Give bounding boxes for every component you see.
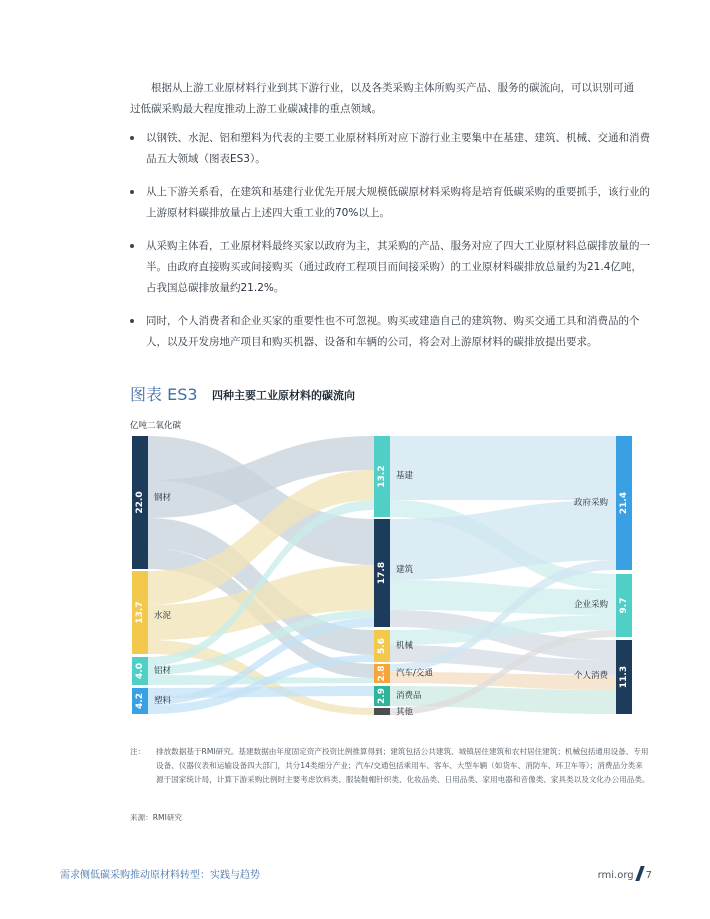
- sankey-chart: [0, 430, 710, 725]
- node-label: 汽车/交通: [396, 668, 433, 679]
- node-label: 塑料: [154, 696, 172, 706]
- chart-unit: 亿吨二氧化碳: [130, 421, 182, 431]
- value-label: 17.8: [377, 561, 387, 585]
- flow-band: [390, 436, 616, 500]
- value-label: 21.4: [619, 491, 629, 515]
- figure-title: 四种主要工业原材料的碳流向: [212, 389, 355, 402]
- bullet-text: 以钢铁、水泥、铝和塑料为代表的主要工业原材料所对应下游行业主要集中在基建、建筑、机械、交通和消费品五大领域（图表ES3）。: [146, 132, 650, 165]
- value-label: 4.2: [135, 693, 145, 709]
- value-label: 11.3: [619, 665, 629, 689]
- chart-source: 来源：RMI研究: [130, 813, 183, 822]
- node-label: 钢材: [154, 493, 172, 503]
- bullet-text: 从采购主体看，工业原材料最终买家以政府为主，其采购的产品、服务对应了四大工业原材料总碳排放量的一半。由政府直接购买或间接购买（通过政府工程项目而间接采购）的工业原材料碳排放总量约为21.4亿吨，占我国总碳排放量约21.2%。: [146, 240, 650, 294]
- notes-body: 排放数据基于RMI研究。基建数据由年度固定资产投资比例推算得到；建筑包括公共建筑、城镇居住建筑和农村居住建筑；机械包括通用设备、专用设备、仪器仪表和运输设备四大部门，共分14类细分产业；汽车/交通包括乘用车、客车、大型车辆（如货车、消防车、环卫车等）；消费品分类来源于国家统计局，计算下游采购比例时主要考虑饮料类、服装鞋帽针织类、化妆品类、日用品类、家用电器和音像类、家具类以及文化办公用品类。: [156, 747, 650, 784]
- bullet-dot-icon: [130, 244, 134, 248]
- bullet-item: [130, 182, 650, 224]
- node-label: 建筑: [396, 565, 414, 575]
- value-label: 2.9: [377, 688, 387, 704]
- node-label: 其他: [396, 707, 414, 718]
- node-label: 基建: [396, 471, 414, 481]
- value-label: 22.0: [135, 491, 145, 514]
- bullet-item: [130, 128, 650, 170]
- footer-page-info: [598, 866, 652, 881]
- value-label: 9.7: [619, 597, 629, 614]
- node-label: 消费品: [396, 691, 422, 701]
- bullet-dot-icon: [130, 319, 134, 323]
- node-label: 水泥: [154, 611, 172, 621]
- chart-notes: [130, 745, 650, 787]
- figure-label: 图表 ES3: [130, 385, 198, 404]
- bullet-text: 同时，个人消费者和企业买家的重要性也不可忽视。购买或建造自己的建筑物、购买交通工具和消费品的个人，以及开发房地产项目和购买机器、设备和车辆的公司，将会对上游原材料的碳排放提出要求。: [146, 315, 640, 348]
- sector-bar: [374, 708, 390, 715]
- notes-prefix: 注：: [130, 747, 146, 756]
- bullet-item: [130, 311, 650, 353]
- node-label: 个人消费: [573, 671, 608, 681]
- node-label: 铝材: [154, 666, 172, 676]
- bullet-dot-icon: [130, 190, 134, 194]
- page-number: 7: [645, 870, 652, 881]
- bullet-text: 从上下游关系看，在建筑和基建行业优先开展大规模低碳原材料采购将是培育低碳采购的重要抓手，该行业的上游原材料碳排放量占上述四大重工业的70%以上。: [146, 186, 650, 219]
- node-label: 企业采购: [573, 600, 608, 610]
- bullet-item: [130, 236, 650, 299]
- value-label: 13.2: [377, 465, 387, 488]
- node-label: 机械: [396, 641, 414, 651]
- footer-title: 需求侧低碳采购推动原材料转型：实践与趋势: [60, 870, 260, 881]
- footer-site: rmi.org: [597, 870, 634, 881]
- slash-icon: [635, 866, 644, 881]
- value-label: 13.7: [135, 601, 145, 624]
- intro-paragraph: 根据从上游工业原材料行业到其下游行业，以及各类采购主体所购买产品、服务的碳流向，可以识别可通过低碳采购最大程度推动上游工业碳减排的重点领域。: [130, 82, 634, 115]
- figure-header: [130, 382, 198, 405]
- value-label: 5.6: [377, 638, 387, 654]
- bullet-list: [130, 128, 650, 365]
- value-label: 4.0: [135, 663, 145, 679]
- value-label: 2.8: [377, 665, 387, 682]
- node-label: 政府采购: [573, 498, 608, 508]
- bullet-dot-icon: [130, 136, 134, 140]
